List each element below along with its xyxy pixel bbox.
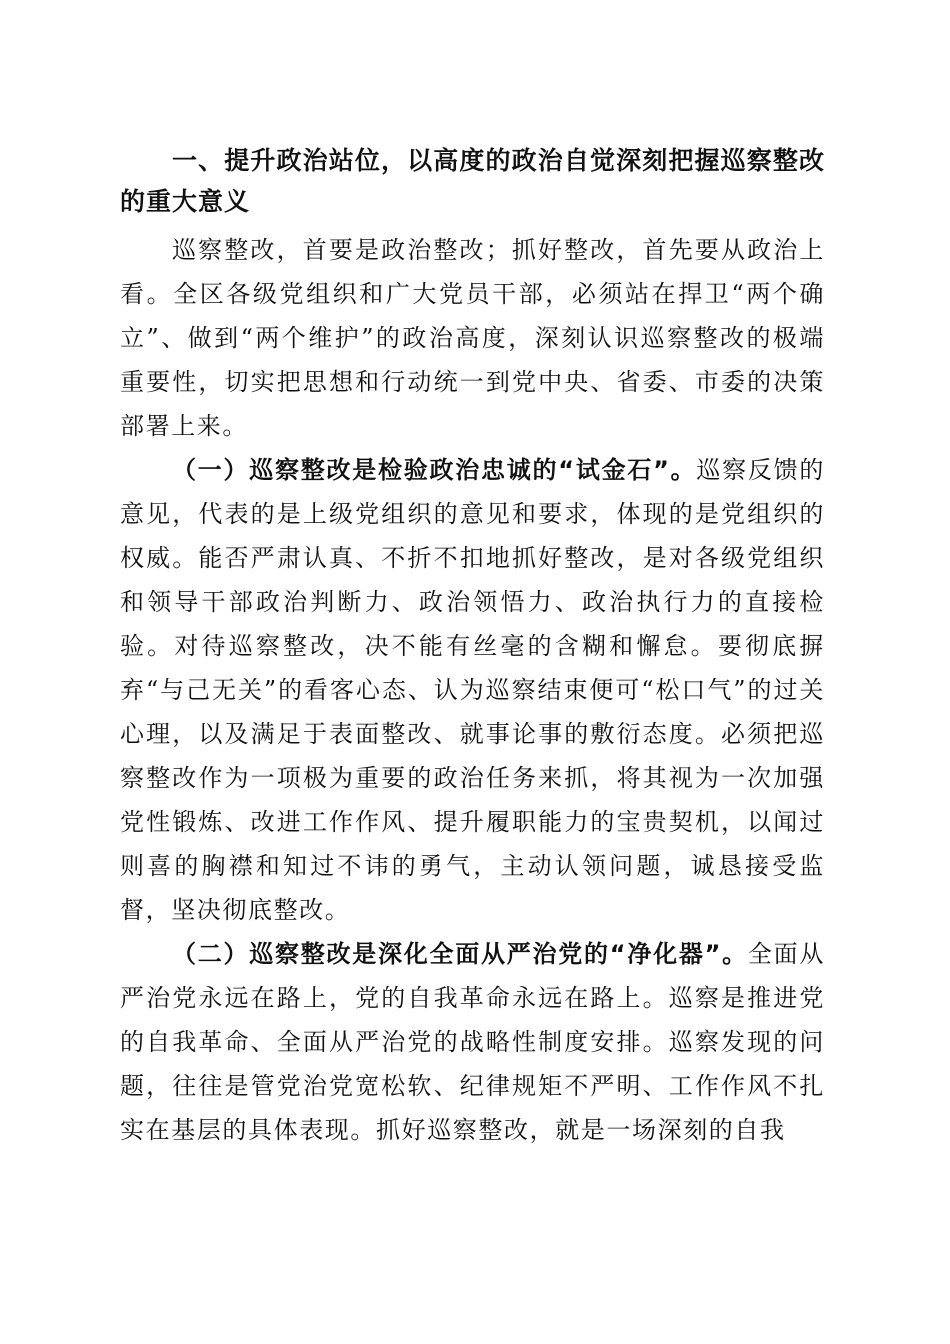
subsection-1-paragraph (120, 448, 825, 932)
subsection-1-lead: （一）巡察整改是检验政治忠诚的“试金石”。 (172, 456, 697, 484)
subsection-2-paragraph (120, 932, 825, 1152)
subsection-1-body: 巡察反馈的意见，代表的是上级党组织的意见和要求，体现的是党组织的权威。能否严肃认真、不折不扣地抓好整改，是对各级党组织和领导干部政治判断力、政治领悟力、政治执行力的直接检验。对待巡察整改，决不能有丝毫的含糊和懈怠。要彻底摒弃“与己无关”的看客心态、认为巡察结束便可“松口气”的过关心理，以及满足于表面整改、就事论事的敷衍态度。必须把巡察整改作为一项极为重要的政治任务来抓，将其视为一次加强党性锻炼、改进工作作风、提升履职能力的宝贵契机，以闻过则喜的胸襟和知过不讳的勇气，主动认领问题，诚恳接受监督，坚决彻底整改。 (120, 456, 825, 924)
document-body (120, 140, 825, 1152)
subsection-2-body: 全面从严治党永远在路上，党的自我革命永远在路上。巡察是推进党的自我革命、全面从严治党的战略性制度安排。巡察发现的问题，往往是管党治党宽松软、纪律规矩不严明、工作作风不扎实在基层的具体表现。抓好巡察整改，就是一场深刻的自我 (120, 940, 825, 1144)
intro-paragraph: 巡察整改，首要是政治整改；抓好整改，首先要从政治上看。全区各级党组织和广大党员干部，必须站在捍卫“两个确立”、做到“两个维护”的政治高度，深刻认识巡察整改的极端重要性，切实把思想和行动统一到党中央、省委、市委的决策部署上来。 (120, 236, 825, 440)
section-heading: 一、提升政治站位，以高度的政治自觉深刻把握巡察整改的重大意义 (120, 146, 825, 216)
subsection-2-lead: （二）巡察整改是深化全面从严治党的“净化器”。 (172, 940, 748, 968)
